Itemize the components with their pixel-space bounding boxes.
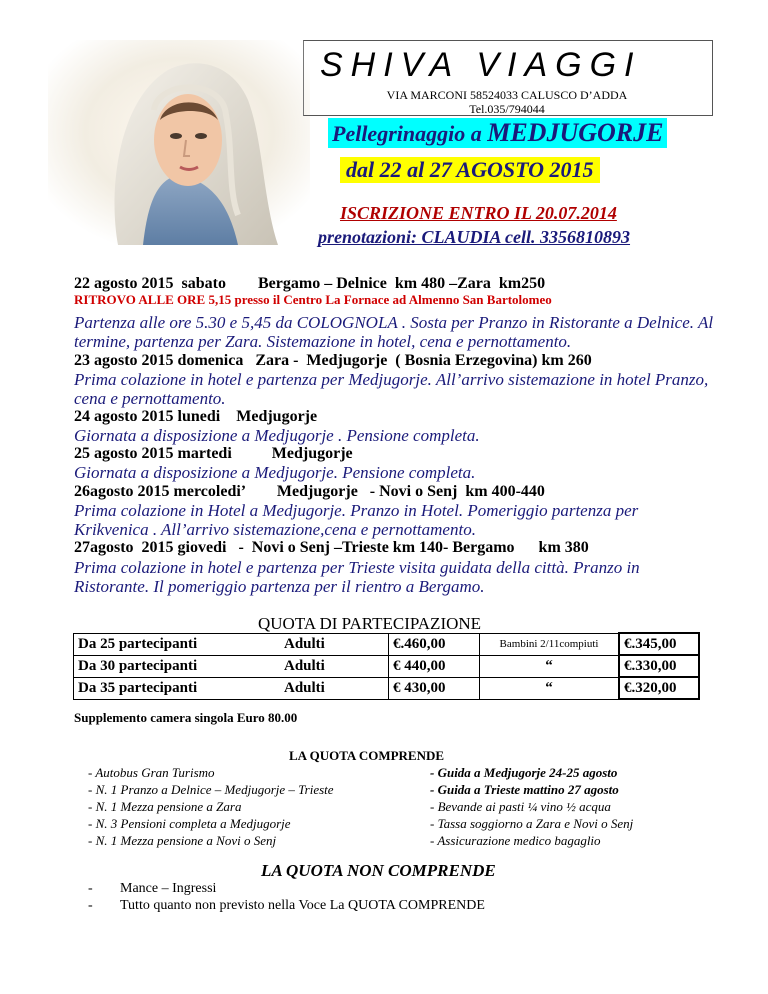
dash-bullet: -	[88, 898, 93, 913]
adult-price: € 430,00	[389, 677, 480, 699]
included-title: LA QUOTA COMPRENDE	[289, 748, 445, 763]
list-item: - Guida a Trieste mattino 27 agosto	[430, 782, 619, 797]
list-item: - N. 1 Mezza pensione a Zara	[88, 799, 242, 814]
child-price: €.330,00	[619, 655, 699, 677]
not-included-title: LA QUOTA NON COMPRENDE	[261, 861, 496, 880]
list-item: - N. 1 Pranzo a Delnice – Medjugorje – Trieste	[88, 782, 334, 797]
meeting-point: RITROVO ALLE ORE 5,15 presso il Centro La Fornace ad Almenno San Bartolomeo	[74, 292, 552, 307]
pricing-table	[73, 632, 700, 700]
included-list-right	[430, 764, 633, 849]
table-row	[74, 633, 700, 655]
list-item: - Autobus Gran Turismo	[88, 765, 215, 780]
list-item	[88, 880, 485, 897]
not-included-list	[88, 880, 485, 914]
day4-header: 25 agosto 2015 martedi Medjugorje	[74, 445, 353, 462]
child-label: “	[480, 655, 620, 677]
agency-address	[303, 88, 711, 116]
list-item	[88, 897, 485, 914]
group-size: Da 25 partecipanti	[74, 633, 281, 655]
child-label: Bambini 2/11compiuti	[480, 633, 620, 655]
child-price: €.345,00	[619, 633, 699, 655]
agency-name: SHIVA VIAGGI	[320, 46, 642, 84]
child-price: €.320,00	[619, 677, 699, 699]
list-item: - Assicurazione medico bagaglio	[430, 833, 601, 848]
madonna-image	[48, 40, 310, 245]
day6-text: Prima colazione in hotel e partenza per Trieste visita guidata della città. Pranzo in Ristorante. Il pomeriggio partenza per il rientro a Bergamo.	[74, 558, 640, 596]
pricing-title: QUOTA DI PARTECIPAZIONE	[258, 614, 482, 633]
registration-deadline: ISCRIZIONE ENTRO IL 20.07.2014	[340, 203, 617, 223]
adult-price: € 440,00	[389, 655, 480, 677]
booking-contact: prenotazioni: CLAUDIA cell. 3356810893	[318, 227, 631, 247]
child-label: “	[480, 677, 620, 699]
day6-header: 27agosto 2015 giovedi - Novi o Senj –Trieste km 140- Bergamo km 380	[74, 539, 589, 556]
age-type: Adulti	[280, 677, 389, 699]
list-item: - Bevande ai pasti ¼ vino ½ acqua	[430, 799, 611, 814]
table-row	[74, 655, 700, 677]
day5-text: Prima colazione in Hotel a Medjugorje. Pranzo in Hotel. Pomeriggio partenza per Krikvenica . All’arrivo sistemazione,cena e pernottamento.	[74, 501, 639, 539]
list-item-text: Tutto quanto non previsto nella Voce La QUOTA COMPRENDE	[120, 898, 485, 913]
list-item-text: Mance – Ingressi	[120, 881, 217, 896]
day2-header: 23 agosto 2015 domenica Zara - Medjugorje ( Bosnia Erzegovina) km 260	[74, 352, 592, 369]
age-type: Adulti	[280, 655, 389, 677]
dash-bullet: -	[88, 881, 93, 896]
address-line: VIA MARCONI 58524033 CALUSCO D’ADDA	[386, 88, 628, 102]
day1-text: Partenza alle ore 5.30 e 5,45 da COLOGNOLA . Sosta per Pranzo in Ristorante a Delnice. Al termine, partenza per Zara. Sistemazione in hotel, cena e pernottamento.	[74, 313, 714, 351]
group-size: Da 35 partecipanti	[74, 677, 281, 699]
adult-price: €.460,00	[389, 633, 480, 655]
trip-title	[328, 118, 667, 148]
day3-header: 24 agosto 2015 lunedi Medjugorje	[74, 408, 318, 425]
list-item: - N. 3 Pensioni completa a Medjugorje	[88, 816, 291, 831]
day1-header: 22 agosto 2015 sabato Bergamo – Delnice km 480 –Zara km250	[74, 275, 546, 292]
day4-text: Giornata a disposizione a Medjugorje. Pensione completa.	[74, 463, 476, 482]
title-destination: MEDJUGORJE	[487, 118, 664, 147]
day5-header: 26agosto 2015 mercoledi’ Medjugorje - Novi o Senj km 400-440	[74, 483, 545, 500]
phone-line: Tel.035/794044	[469, 102, 545, 116]
trip-dates: dal 22 al 27 AGOSTO 2015	[340, 157, 600, 183]
list-item: - Tassa soggiorno a Zara e Novi o Senj	[430, 816, 634, 831]
list-item: - Guida a Medjugorje 24-25 agosto	[430, 765, 618, 780]
group-size: Da 30 partecipanti	[74, 655, 281, 677]
day3-text: Giornata a disposizione a Medjugorje . Pensione completa.	[74, 426, 480, 445]
title-prefix: Pellegrinaggio a	[332, 121, 488, 146]
table-row	[74, 677, 700, 699]
included-list-left	[88, 764, 334, 849]
single-room-supplement: Supplemento camera singola Euro 80.00	[74, 710, 298, 725]
age-type: Adulti	[280, 633, 389, 655]
day2-text: Prima colazione in hotel e partenza per Medjugorje. All’arrivo sistemazione in hotel Pranzo, cena e pernottamento.	[74, 370, 709, 408]
list-item: - N. 1 Mezza pensione a Novi o Senj	[88, 833, 277, 848]
